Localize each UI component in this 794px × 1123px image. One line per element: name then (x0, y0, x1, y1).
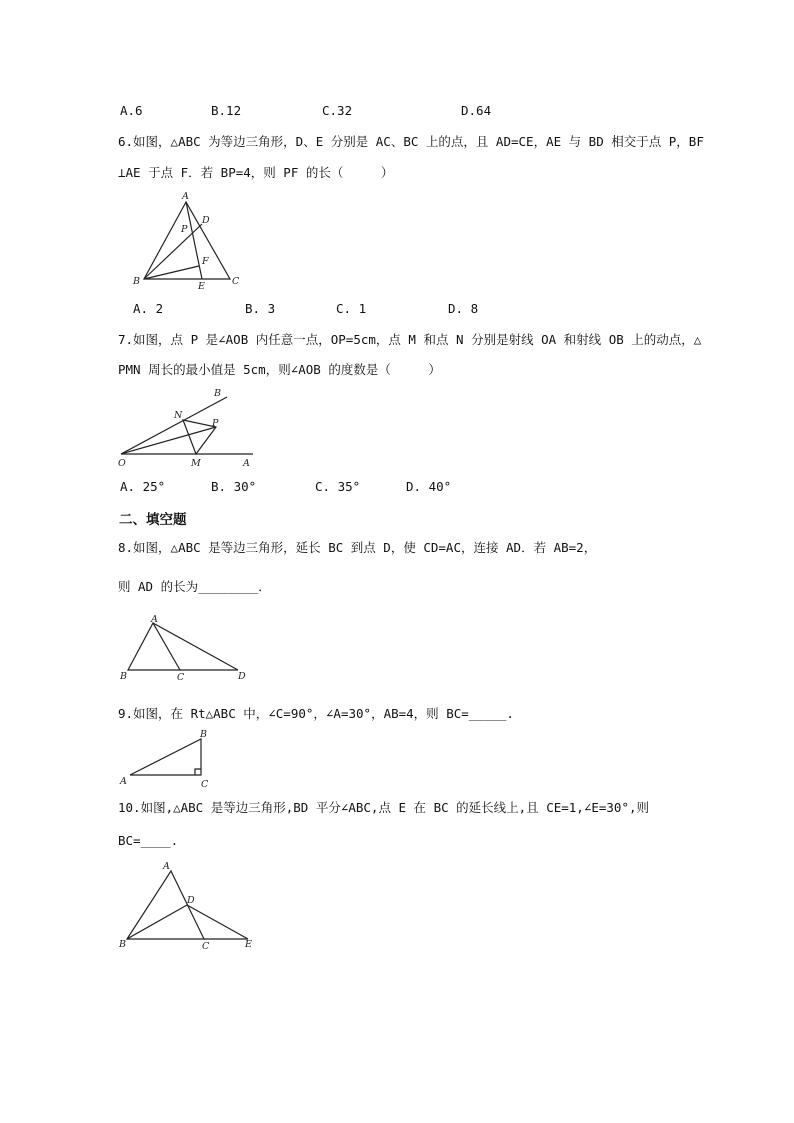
q5-option-b: B.12 (211, 103, 242, 118)
q10-stem-line2: BC=____. (118, 833, 179, 848)
q9-stem-line1: 9.如图，在 Rt△ABC 中，∠C=90°，∠A=30°，AB=4，则 BC=_____. (118, 706, 514, 721)
q8-triangle-abc (128, 623, 180, 670)
q7-option-c: C. 35° (315, 479, 361, 494)
q7-label-o: O (118, 458, 126, 469)
q9-label-a: A (120, 776, 127, 787)
q10-label-b: B (119, 939, 126, 950)
q9-triangle-abc (130, 739, 201, 775)
q7-figure (115, 384, 260, 474)
q7-label-b: B (214, 388, 221, 399)
q6-option-d: D. 8 (448, 301, 479, 316)
q7-label-n: N (174, 410, 183, 421)
q7-option-d: D. 40° (406, 479, 452, 494)
q6-label-e: E (198, 281, 205, 292)
q8-stem-line1: 8.如图，△ABC 是等边三角形，延长 BC 到点 D，使 CD=AC，连接 AD．若 AB=2， (118, 540, 597, 555)
q9-label-c: C (201, 779, 209, 790)
q8-label-b: B (120, 671, 127, 682)
q8-stem-line2: 则 AD 的长为________． (118, 579, 271, 594)
q6-figure (128, 190, 258, 290)
q10-figure (117, 858, 262, 953)
q7-option-b: B. 30° (211, 479, 257, 494)
q7-stem-line1: 7.如图，点 P 是∠AOB 内任意一点，OP=5cm，点 M 和点 N 分别是射线 OA 和射线 OB 上的动点，△ (118, 332, 702, 347)
q10-segment-bd (127, 905, 187, 939)
q8-label-c: C (177, 672, 185, 683)
q6-label-f: F (202, 256, 209, 267)
q5-option-d: D.64 (461, 103, 492, 118)
q7-label-p: P (212, 418, 219, 429)
q6-label-p: P (181, 224, 188, 235)
q8-figure (117, 613, 252, 685)
q8-segment-ad (153, 623, 238, 670)
q5-option-c: C.32 (322, 103, 353, 118)
q6-option-c: C. 1 (336, 301, 367, 316)
q8-label-a: A (151, 614, 158, 625)
q8-label-d: D (238, 671, 246, 682)
q10-label-c: C (202, 941, 210, 952)
q6-segment-bf (144, 266, 199, 279)
q7-label-m: M (191, 458, 201, 469)
q10-label-a: A (163, 861, 170, 872)
q5-option-a: A.6 (120, 103, 143, 118)
section-heading-fill-in-blank: 二、填空题 (119, 512, 187, 528)
q7-stem-line2: PMN 周长的最小值是 5cm，则∠AOB 的度数是（ ） (118, 362, 441, 377)
q10-label-e: E (245, 939, 252, 950)
q6-option-b: B. 3 (245, 301, 276, 316)
q9-right-angle-mark (195, 769, 201, 775)
q6-option-a: A. 2 (133, 301, 164, 316)
q7-label-a: A (243, 458, 250, 469)
q6-label-b: B (133, 276, 140, 287)
q6-stem-line2: ⊥AE 于点 F．若 BP=4，则 PF 的长（ ） (118, 165, 394, 180)
q6-stem-line1: 6.如图，△ABC 为等边三角形，D、E 分别是 AC、BC 上的点，且 AD=CE，AE 与 BD 相交于点 P，BF (118, 134, 704, 149)
q7-segment-op (121, 427, 216, 454)
q9-figure (117, 726, 217, 792)
q6-label-c: C (232, 276, 240, 287)
q9-label-b: B (200, 729, 207, 740)
q10-stem-line1: 10.如图,△ABC 是等边三角形,BD 平分∠ABC,点 E 在 BC 的延长线上,且 CE=1,∠E=30°,则 (118, 800, 650, 815)
q7-option-a: A. 25° (120, 479, 166, 494)
q6-label-d: D (202, 215, 210, 226)
q6-label-a: A (182, 191, 189, 202)
q10-label-d: D (187, 895, 195, 906)
q6-segment-bd (144, 224, 202, 279)
